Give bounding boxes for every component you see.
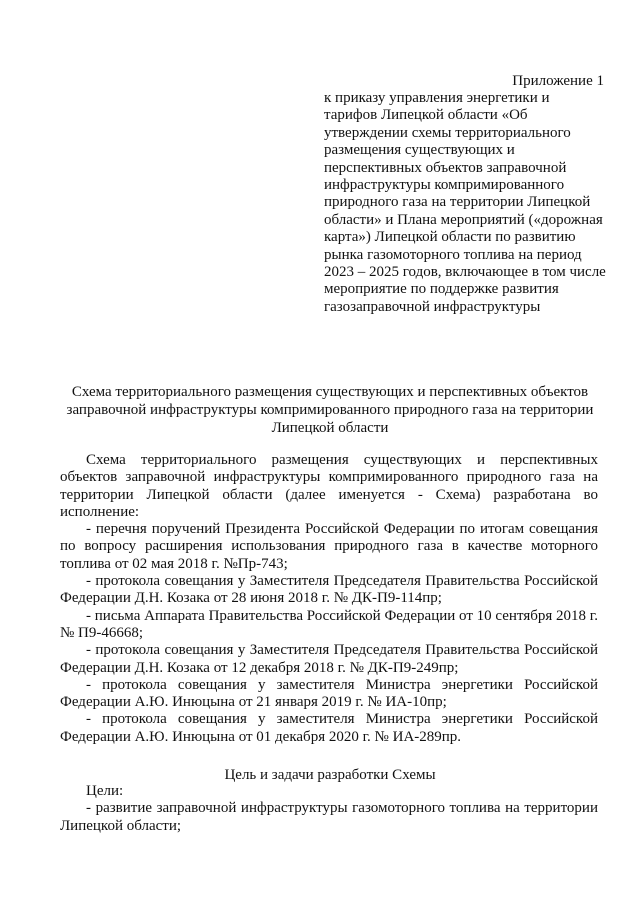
basis-item: - протокола совещания у заместителя Министра энергетики Российской Федерации А.Ю. Инюцына от 01 декабря 2020 г. № ИА-289пр. bbox=[60, 711, 598, 745]
basis-item: - протокола совещания у Заместителя Председателя Правительства Российской Федерации Д.Н. Козака от 12 декабря 2018 г. № ДК-П9-249пр; bbox=[60, 642, 598, 676]
basis-item: - протокола совещания у заместителя Министра энергетики Российской Федерации А.Ю. Инюцына от 21 января 2019 г. № ИА-10пр; bbox=[60, 676, 598, 711]
section-heading: Цель и задачи разработки Схемы bbox=[224, 767, 436, 783]
basis-item: - письма Аппарата Правительства Российской Федерации от 10 сентября 2018 г. № П9-46668; bbox=[60, 607, 598, 641]
goal-item: - развитие заправочной инфраструктуры газомоторного топлива на территории Липецкой области; bbox=[60, 800, 598, 834]
basis-item: - перечня поручений Президента Российской Федерации по итогам совещания по вопросу расширения использования природного газа в качестве моторного топлива от 02 мая 2018 г. №Пр-743; bbox=[60, 521, 598, 572]
annex-label: Приложение 1 bbox=[512, 73, 604, 89]
goals-label: Цели: bbox=[86, 783, 124, 799]
document-title: Схема территориального размещения существующих и перспективных объектов заправочной инфраструктуры компримированного природного газа на территории Липецкой области bbox=[66, 384, 594, 436]
document-body bbox=[60, 452, 598, 746]
goals-section bbox=[60, 783, 598, 835]
intro-paragraph: Схема территориального размещения существующих и перспективных объектов заправочной инфраструктуры компримированного природного газа на территории Липецкой области (далее именуется - Схема) разработана во исполнение: bbox=[60, 452, 598, 520]
basis-item: - протокола совещания у Заместителя Председателя Правительства Российской Федерации Д.Н. Козака от 28 июня 2018 г. № ДК-П9-114пр; bbox=[60, 573, 598, 607]
annex-text: к приказу управления энергетики и тарифов Липецкой области «Об утверждении схемы территориального размещения существующих и перспективных объектов заправочной инфраструктуры компримированного природного газа на территории Липецкой области» и Плана мероприятий («дорожная карта») Липецкой области по развитию рынка газомоторного топлива на период 2023 – 2025 годов, включающее в том числе мероприятие по поддержке развития газозаправочной инфраструктуры bbox=[324, 90, 606, 315]
